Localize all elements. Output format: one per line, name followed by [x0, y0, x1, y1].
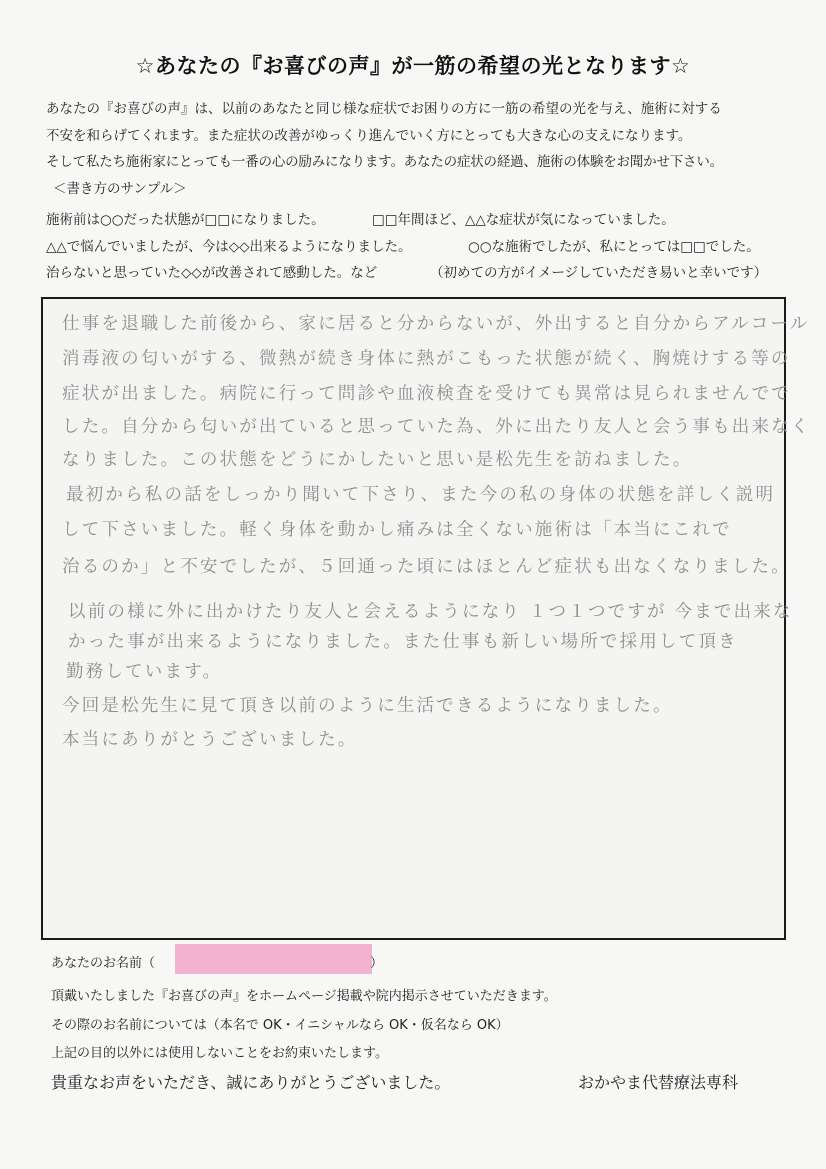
handwritten-line: した。自分から匂いが出ていると思っていた為、外に出たり友人と会う事も出来なく — [62, 417, 811, 437]
sample-text: □□年間ほど、△△な症状が気になっていました。 — [372, 212, 675, 228]
usage-promise-line: 上記の目的以外には使用しないことをお約束いたします。 — [51, 1046, 388, 1061]
handwritten-line: 本当にありがとうございました。 — [62, 730, 358, 750]
sample-row — [46, 234, 816, 261]
handwritten-line: 今回是松先生に見て頂き以前のように生活できるようになりました。 — [62, 696, 673, 716]
sample-text: 施術前は○○だった状態が□□になりました。 — [46, 212, 325, 228]
handwritten-line: なりました。この状態をどうにかしたいと思い是松先生を訪ねました。 — [62, 450, 693, 470]
page-title: ☆あなたの『お喜びの声』が一筋の希望の光となります☆ — [135, 54, 691, 78]
sample-heading: ＜書き方のサンプル＞ — [53, 180, 187, 197]
name-option-line: その際のお名前については（本名で OK・イニシャルなら OK・仮名なら OK） — [51, 1018, 509, 1033]
handwritten-line: 症状が出ました。病院に行って問診や血液検査を受けても異常は見られませんでで — [62, 384, 791, 404]
sample-row — [46, 207, 816, 234]
name-field-redacted — [175, 944, 372, 974]
handwritten-line: 以前の様に外に出かけたり友人と会えるようになり １つ１つですが 今まで出来な — [68, 602, 793, 622]
name-close-paren: ） — [370, 956, 384, 971]
clinic-name: おかやま代替療法専科 — [578, 1073, 739, 1092]
sample-text: （初めての方がイメージしていただき易いと幸いです） — [430, 265, 768, 281]
intro-text — [46, 96, 816, 202]
sample-text: 治らないと思っていた◇◇が改善されて感動した。など — [46, 265, 378, 281]
sample-text: ○○な施術でしたが、私にとっては□□でした。 — [468, 238, 760, 255]
consent-line: 頂戴いたしました『お喜びの声』をホームページ掲載や院内掲示させていただきます。 — [51, 989, 557, 1004]
handwritten-line: 治るのか」と不安でしたが、５回通った頃にはほとんど症状も出なくなりました。 — [62, 557, 791, 577]
intro-line: そして私たち施術家にとっても一番の心の励みになります。あなたの症状の経過、施術の体験をお聞かせ下さい。 — [46, 154, 723, 170]
sample-row — [46, 260, 816, 287]
handwritten-line: かった事が出来るようになりました。また仕事も新しい場所で採用して頂き — [68, 632, 738, 652]
handwritten-line: 仕事を退職した前後から、家に居ると分からないが、外出すると自分からアルコール — [62, 314, 810, 334]
handwritten-line: 最初から私の話をしっかり聞いて下さり、また今の私の身体の状態を詳しく説明 — [66, 485, 776, 505]
closing-message: 貴重なお声をいただき、誠にありがとうございました。 — [51, 1073, 451, 1092]
handwritten-line: 勤務しています。 — [66, 662, 223, 682]
sample-list — [46, 207, 816, 287]
name-label: あなたのお名前（ — [51, 956, 156, 971]
handwritten-line: して下さいました。軽く身体を動かし痛みは全くない施術は「本当にこれで — [62, 520, 732, 540]
intro-line: 不安を和らげてくれます。また症状の改善がゆっくり進んでいく方にとっても大きな心の支えになります。 — [46, 127, 692, 144]
intro-line: あなたの『お喜びの声』は、以前のあなたと同じ様な症状でお困りの方に一筋の希望の光を与え、施術に対する — [46, 101, 722, 117]
handwritten-line: 消毒液の匂いがする、微熱が続き身体に熱がこもった状態が続く、胸焼けする等の — [62, 349, 791, 369]
sample-text: △△で悩んでいましたが、今は◇◇出来るようになりました。 — [46, 238, 412, 255]
